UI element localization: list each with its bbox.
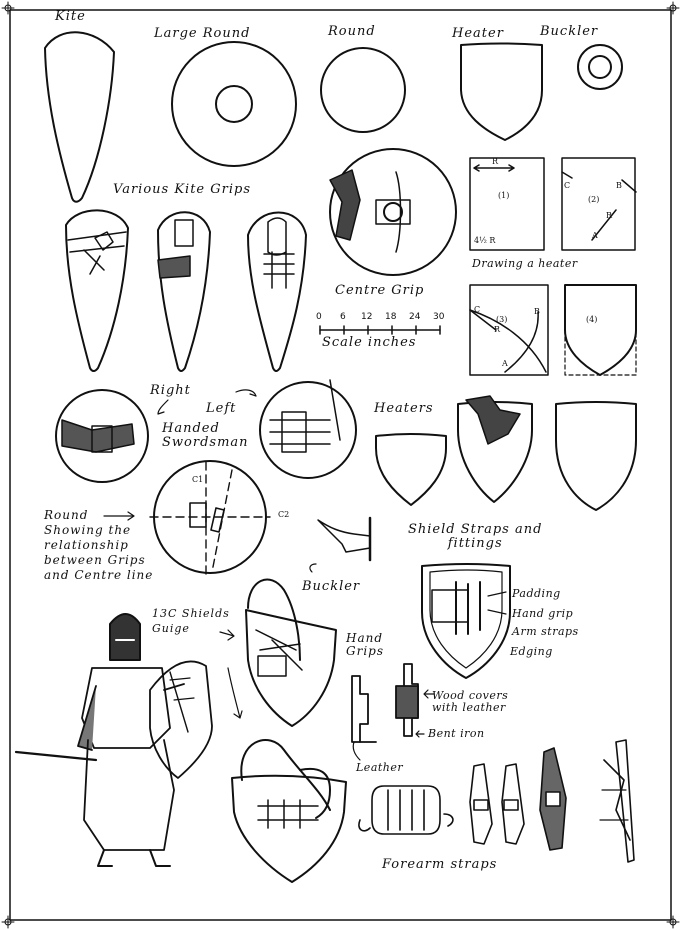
- buckler-side-label: Buckler: [302, 579, 361, 594]
- heater-with-hand-drawing: [458, 396, 532, 502]
- scale-tick: 18: [385, 312, 397, 322]
- right-arrow: [158, 400, 168, 414]
- knight-figure-drawing: [16, 614, 212, 866]
- measure-label: 4½ R: [474, 236, 496, 245]
- kite-shield-drawing: [45, 32, 114, 201]
- c2-label: C2: [278, 510, 290, 519]
- hand-grip-label: Hand grip: [512, 607, 574, 620]
- shields-guige-label: 13C Shields Guige: [152, 607, 230, 636]
- heater-plain-1-drawing: [376, 434, 446, 505]
- hand-grip-wood-drawing: [396, 664, 418, 736]
- kite-grip-2-drawing: [158, 212, 210, 371]
- hand-grips-label: Hand Grips: [346, 631, 384, 658]
- round-shield-drawing: [321, 48, 405, 132]
- kite-grip-1-drawing: [66, 210, 128, 371]
- forearm-strap-3-drawing: [540, 748, 566, 850]
- heaters-label: Heaters: [374, 401, 434, 416]
- forearm-strap-4-drawing: [600, 740, 634, 862]
- point-b-label-2: B: [616, 181, 622, 190]
- heater-label: Heater: [452, 26, 504, 41]
- guige-shield-drawing: [246, 580, 336, 726]
- point-c-label-3: C: [474, 305, 481, 314]
- round-label: Round: [328, 24, 376, 39]
- step-3-label: (3): [496, 315, 508, 324]
- hand-grip-bent-iron-drawing: [352, 676, 376, 742]
- handed-swordsman-label: Handed Swordsman: [162, 421, 249, 450]
- buckler-side-drawing: [310, 518, 370, 572]
- iron-arrow: [416, 731, 424, 737]
- left-handed-round-drawing: [260, 380, 356, 478]
- heater-shield-drawing: [461, 44, 542, 141]
- various-kite-grips-label: Various Kite Grips: [113, 182, 251, 197]
- kite-grip-3-drawing: [248, 213, 306, 372]
- scale-tick: 0: [316, 312, 322, 322]
- point-a-label-3: A: [502, 359, 508, 368]
- centre-grip-drawing: [330, 149, 456, 275]
- edging-label: Edging: [510, 645, 553, 658]
- centre-grip-label: Centre Grip: [335, 283, 425, 298]
- point-a-label-2: A: [592, 231, 598, 240]
- forearm-strap-1-drawing: [470, 764, 492, 844]
- shield-straps-drawing: [422, 564, 510, 678]
- right-handed-round-drawing: [56, 390, 148, 482]
- bent-iron-label: Bent iron: [428, 727, 485, 740]
- c1-label: C1: [192, 475, 204, 484]
- scale-label: Scale inches: [322, 335, 417, 350]
- left-label: Left: [206, 401, 237, 416]
- drawing-heater-label: Drawing a heater: [472, 257, 578, 270]
- buckler-label: Buckler: [540, 24, 599, 39]
- strapped-shield-drawing: [232, 740, 346, 882]
- heater-construction-step-3: [470, 285, 548, 375]
- large-round-label: Large Round: [154, 26, 251, 41]
- radius-label-2: R: [606, 211, 613, 220]
- scale-tick: 12: [361, 312, 373, 322]
- arm-straps-label: Arm straps: [512, 625, 579, 638]
- radius-label-3: R: [494, 325, 501, 334]
- scale-tick: 6: [340, 312, 346, 322]
- large-round-shield-drawing: [172, 42, 296, 166]
- wood-covers-label: Wood covers with leather: [432, 689, 509, 714]
- padding-label: Padding: [512, 587, 561, 600]
- forearm-strap-2-drawing: [502, 764, 524, 844]
- scale-tick: 24: [409, 312, 421, 322]
- leather-wrap-drawing: [359, 786, 453, 834]
- shield-straps-title: Shield Straps and fittings: [408, 522, 543, 551]
- heater-construction-step-4: [565, 285, 636, 375]
- point-c-label-2: C: [564, 181, 571, 190]
- heater-plain-2-drawing: [556, 402, 636, 510]
- step-2-label: (2): [588, 195, 600, 204]
- left-arrow: [236, 390, 256, 396]
- leather-label: Leather: [356, 761, 404, 774]
- guige-arrow: [228, 668, 242, 718]
- kite-label: Kite: [55, 9, 86, 24]
- radius-label-1: R: [492, 157, 499, 166]
- right-label: Right: [150, 383, 191, 398]
- forearm-straps-label: Forearm straps: [382, 857, 498, 872]
- round-relationship-label: Round Showing the relationship between Grips and Centre line: [44, 508, 154, 582]
- scale-tick: 30: [433, 312, 445, 322]
- step-1-label: (1): [498, 191, 510, 200]
- step-4-label: (4): [586, 315, 598, 324]
- buckler-shield-drawing: [578, 45, 622, 89]
- leather-arrow: [353, 742, 360, 760]
- point-b-label-3: B: [534, 307, 540, 316]
- scale-bar: [320, 326, 440, 334]
